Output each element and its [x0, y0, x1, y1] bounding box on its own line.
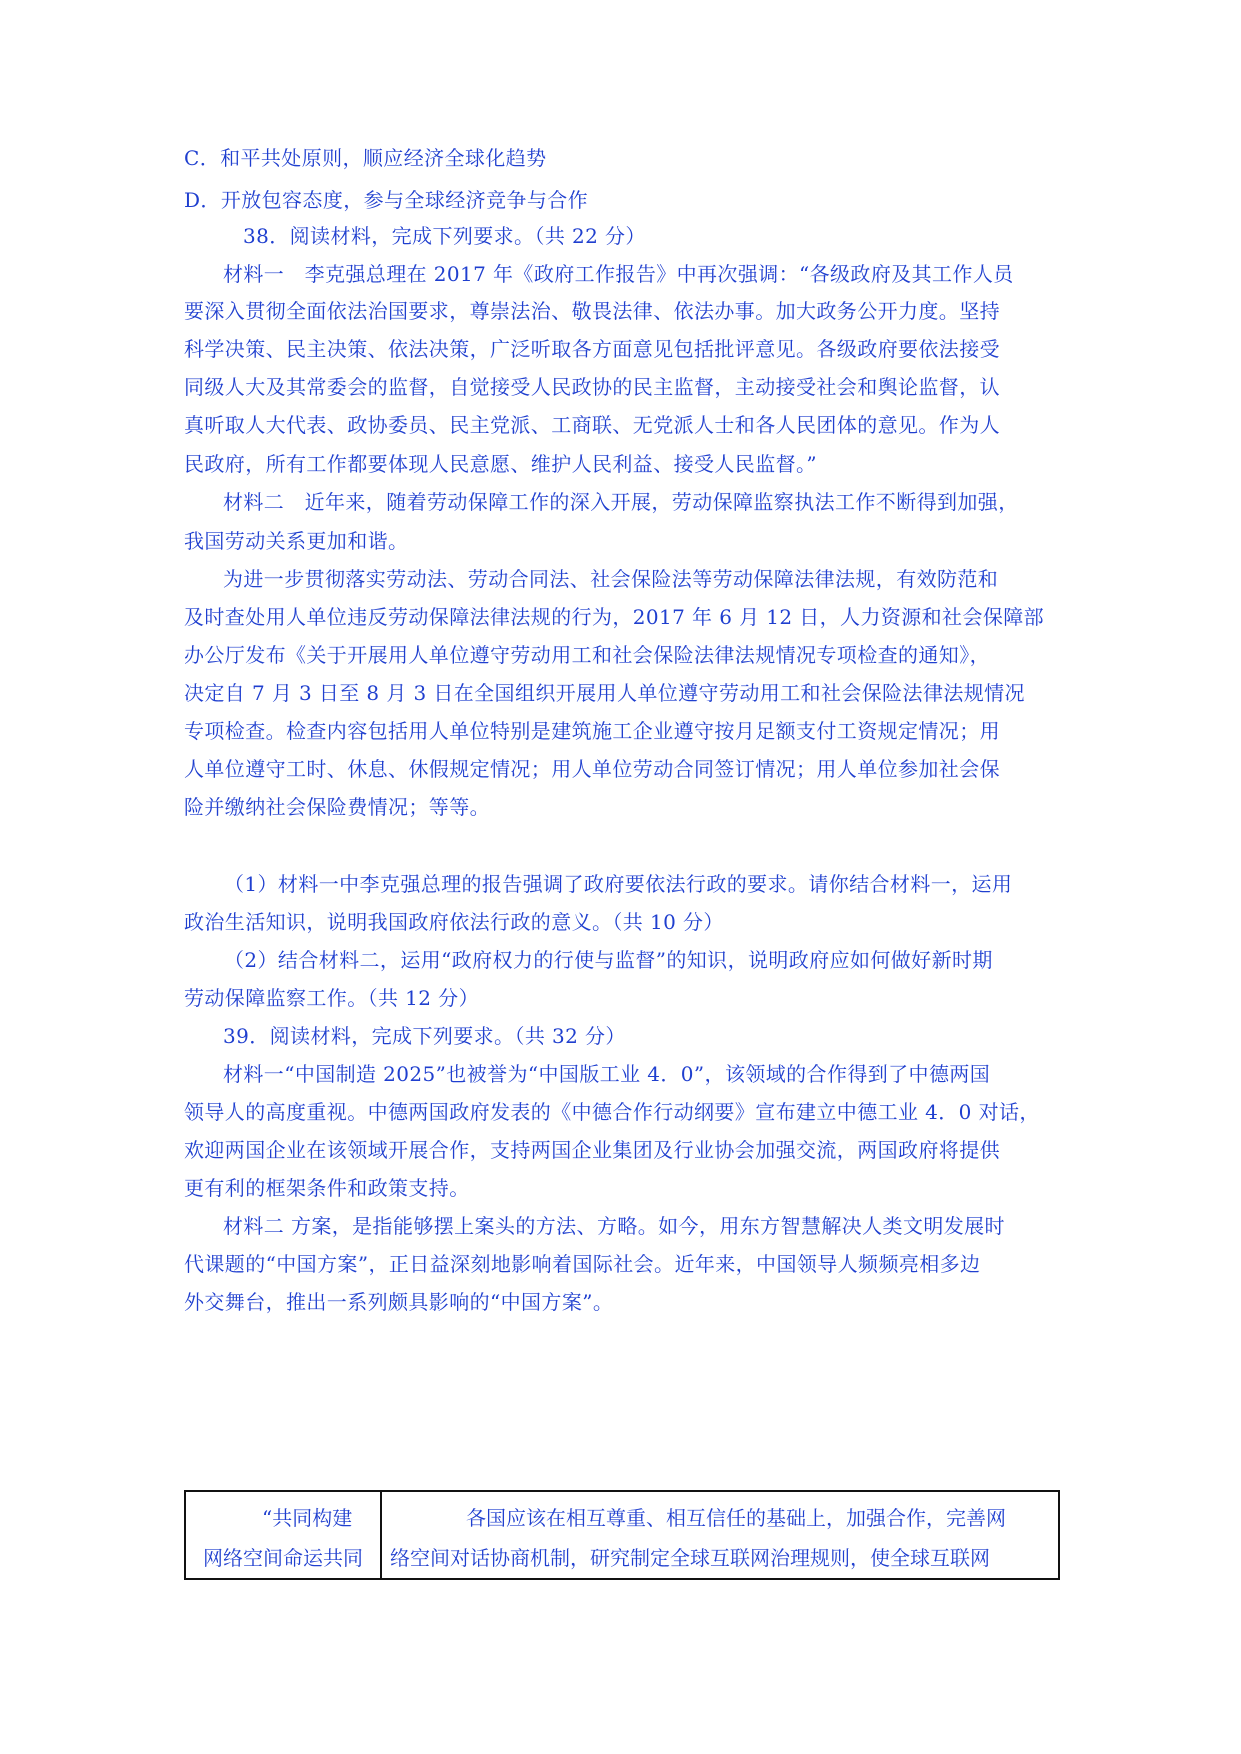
text-line: 及时查处用人单位违反劳动保障法律法规的行为，2017 年 6 月 12 日，人力资源和社会保障部: [184, 605, 1045, 629]
question-39-title: 39．阅读材料，完成下列要求。（共 32 分）: [223, 1024, 626, 1048]
text-line: 材料二 近年来，随着劳动保障工作的深入开展，劳动保障监察执法工作不断得到加强，: [223, 490, 1019, 514]
text-line: 真听取人大代表、政协委员、民主党派、工商联、无党派人士和各人民团体的意见。作为人: [184, 413, 1000, 437]
china-scheme-table: [184, 1490, 1060, 1580]
text-line: 劳动保障监察工作。（共 12 分）: [184, 986, 479, 1010]
option-c: C．和平共处原则，顺应经济全球化趋势: [184, 146, 547, 170]
cell-text-line: 各国应该在相互尊重、相互信任的基础上，加强合作，完善网: [466, 1506, 1006, 1530]
text-line: 外交舞台，推出一系列颇具影响的“中国方案”。: [184, 1290, 614, 1314]
option-d: D．开放包容态度，参与全球经济竞争与合作: [184, 188, 589, 212]
table-cell-scheme-content: [381, 1491, 1059, 1579]
text-line: 政治生活知识，说明我国政府依法行政的意义。（共 10 分）: [184, 910, 724, 934]
text-line: （1）材料一中李克强总理的报告强调了政府要依法行政的要求。请你结合材料一，运用: [224, 872, 1013, 896]
text-line: 要深入贯彻全面依法治国要求，尊崇法治、敬畏法律、依法办事。加大政务公开力度。坚持: [184, 299, 1000, 323]
text-line: 险并缴纳社会保险费情况；等等。: [184, 795, 490, 819]
text-line: 材料一“中国制造 2025”也被誉为“中国版工业 4．0”，该领域的合作得到了中德两国: [223, 1062, 991, 1086]
text-line: 民政府，所有工作都要体现人民意愿、维护人民利益、接受人民监督。”: [184, 452, 818, 476]
text-line: 欢迎两国企业在该领域开展合作，支持两国企业集团及行业协会加强交流，两国政府将提供: [184, 1138, 1000, 1162]
text-line: 科学决策、民主决策、依法决策，广泛听取各方面意见包括批评意见。各级政府要依法接受: [184, 337, 1000, 361]
text-line: 我国劳动关系更加和谐。: [184, 529, 409, 553]
text-line: 材料二 方案，是指能够摆上案头的方法、方略。如今，用东方智慧解决人类文明发展时: [223, 1214, 1005, 1238]
text-line: 同级人大及其常委会的监督，自觉接受人民政协的民主监督，主动接受社会和舆论监督，认: [184, 375, 1000, 399]
text-line: 人单位遵守工时、休息、休假规定情况；用人单位劳动合同签订情况；用人单位参加社会保: [184, 757, 1000, 781]
text-line: 材料一 李克强总理在 2017 年《政府工作报告》中再次强调：“各级政府及其工作人员: [223, 262, 1014, 286]
text-line: 代课题的“中国方案”，正日益深刻地影响着国际社会。近年来，中国领导人频频亮相多边: [184, 1252, 981, 1276]
text-line: 为进一步贯彻落实劳动法、劳动合同法、社会保险法等劳动保障法律法规，有效防范和: [223, 567, 999, 591]
text-line: （2）结合材料二，运用“政府权力的行使与监督”的知识，说明政府应如何做好新时期: [224, 948, 993, 972]
text-line: 办公厅发布《关于开展用人单位遵守劳动用工和社会保险法律法规情况专项检查的通知》，: [184, 643, 990, 667]
text-line: 专项检查。检查内容包括用人单位特别是建筑施工企业遵守按月足额支付工资规定情况；用: [184, 719, 1000, 743]
cell-text-line: “共同构建: [262, 1506, 353, 1530]
cell-text-line: 网络空间命运共同: [203, 1546, 363, 1570]
text-line: 决定自 7 月 3 日至 8 月 3 日在全国组织开展用人单位遵守劳动用工和社会保险法律法规情况: [184, 681, 1025, 705]
cell-text-line: 络空间对话协商机制，研究制定全球互联网治理规则，使全球互联网: [390, 1546, 990, 1570]
text-line: 更有利的框架条件和政策支持。: [184, 1176, 470, 1200]
table-cell-scheme-name: [185, 1491, 381, 1579]
text-line: 领导人的高度重视。中德两国政府发表的《中德合作行动纲要》宣布建立中德工业 4．0 对话，: [184, 1100, 1040, 1124]
table-row: [185, 1491, 1059, 1579]
question-38-title: 38．阅读材料，完成下列要求。（共 22 分）: [243, 224, 646, 248]
